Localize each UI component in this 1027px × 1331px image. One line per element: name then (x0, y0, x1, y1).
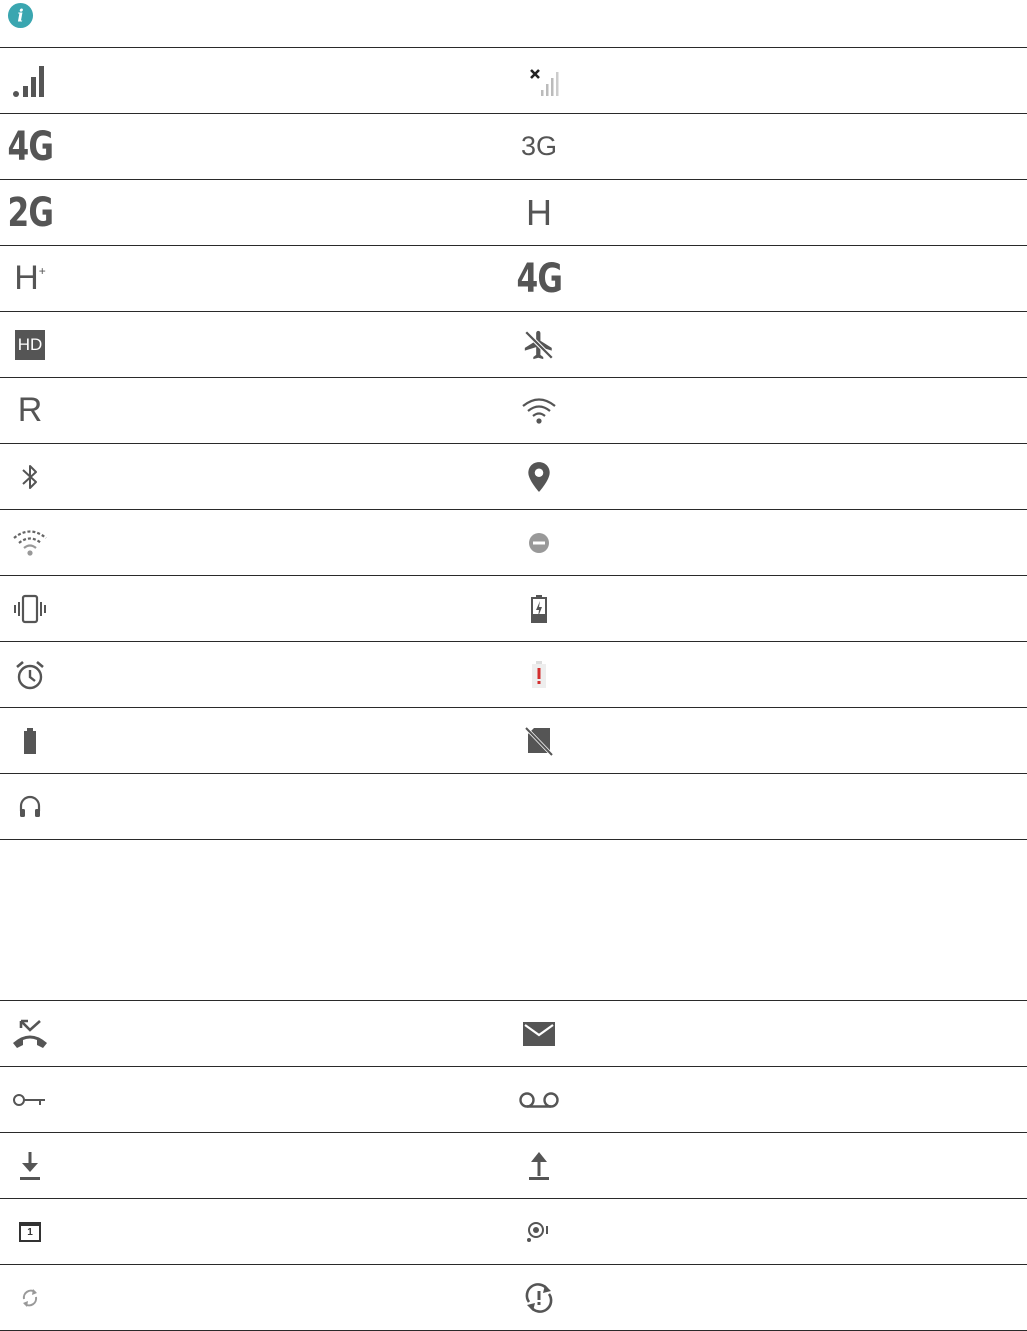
table-row (0, 378, 1027, 444)
status-icon-table (0, 47, 1027, 840)
airplane-mode-icon (509, 312, 569, 377)
table-row (0, 48, 1027, 114)
table-row (0, 576, 1027, 642)
battery-charging-icon (509, 576, 569, 641)
hspa-plus-icon: H + (14, 259, 46, 297)
screen-recording-icon (509, 1199, 569, 1264)
vpn-key-icon (0, 1067, 60, 1132)
upload-icon (509, 1133, 569, 1198)
table-row (0, 246, 1027, 312)
do-not-disturb-icon (509, 510, 569, 575)
table-row (0, 114, 1027, 180)
vibrate-icon (0, 576, 60, 641)
sync-error-icon (509, 1265, 569, 1330)
2g-icon: 2G (7, 189, 53, 236)
lte-icon: 4G (516, 255, 562, 302)
hspa-icon: H (526, 191, 552, 233)
download-icon (0, 1133, 60, 1198)
missed-call-icon (0, 1001, 60, 1066)
no-sim-icon (509, 708, 569, 773)
table-row (0, 1001, 1027, 1067)
table-row (0, 642, 1027, 708)
battery-full-icon (0, 708, 60, 773)
voicemail-icon (509, 1067, 569, 1132)
signal-strength-icon (0, 48, 60, 113)
table-row (0, 1133, 1027, 1199)
table-row (0, 444, 1027, 510)
wifi-searching-icon (0, 510, 60, 575)
table-row (0, 1199, 1027, 1265)
empty-cell (509, 774, 569, 839)
headset-icon (0, 774, 60, 839)
notification-icon-table (0, 1000, 1027, 1331)
table-row (0, 180, 1027, 246)
email-icon (509, 1001, 569, 1066)
wifi-icon (509, 378, 569, 443)
roaming-icon: R (17, 391, 43, 429)
table-row (0, 312, 1027, 378)
info-icon (7, 2, 34, 29)
alarm-icon (0, 642, 60, 707)
table-row (0, 1067, 1027, 1133)
hd-voice-icon: HD (0, 312, 60, 377)
battery-low-icon (509, 642, 569, 707)
calendar-icon: 1 (0, 1199, 60, 1264)
bluetooth-icon (0, 444, 60, 509)
table-row (0, 708, 1027, 774)
table-row (0, 1265, 1027, 1331)
table-row (0, 774, 1027, 840)
svg-text:i: i (17, 6, 24, 26)
location-icon (509, 444, 569, 509)
sync-icon (0, 1265, 60, 1330)
3g-icon: 3G (520, 131, 558, 161)
table-row (0, 510, 1027, 576)
4g-icon: 4G (7, 123, 53, 170)
no-signal-icon (509, 48, 569, 113)
